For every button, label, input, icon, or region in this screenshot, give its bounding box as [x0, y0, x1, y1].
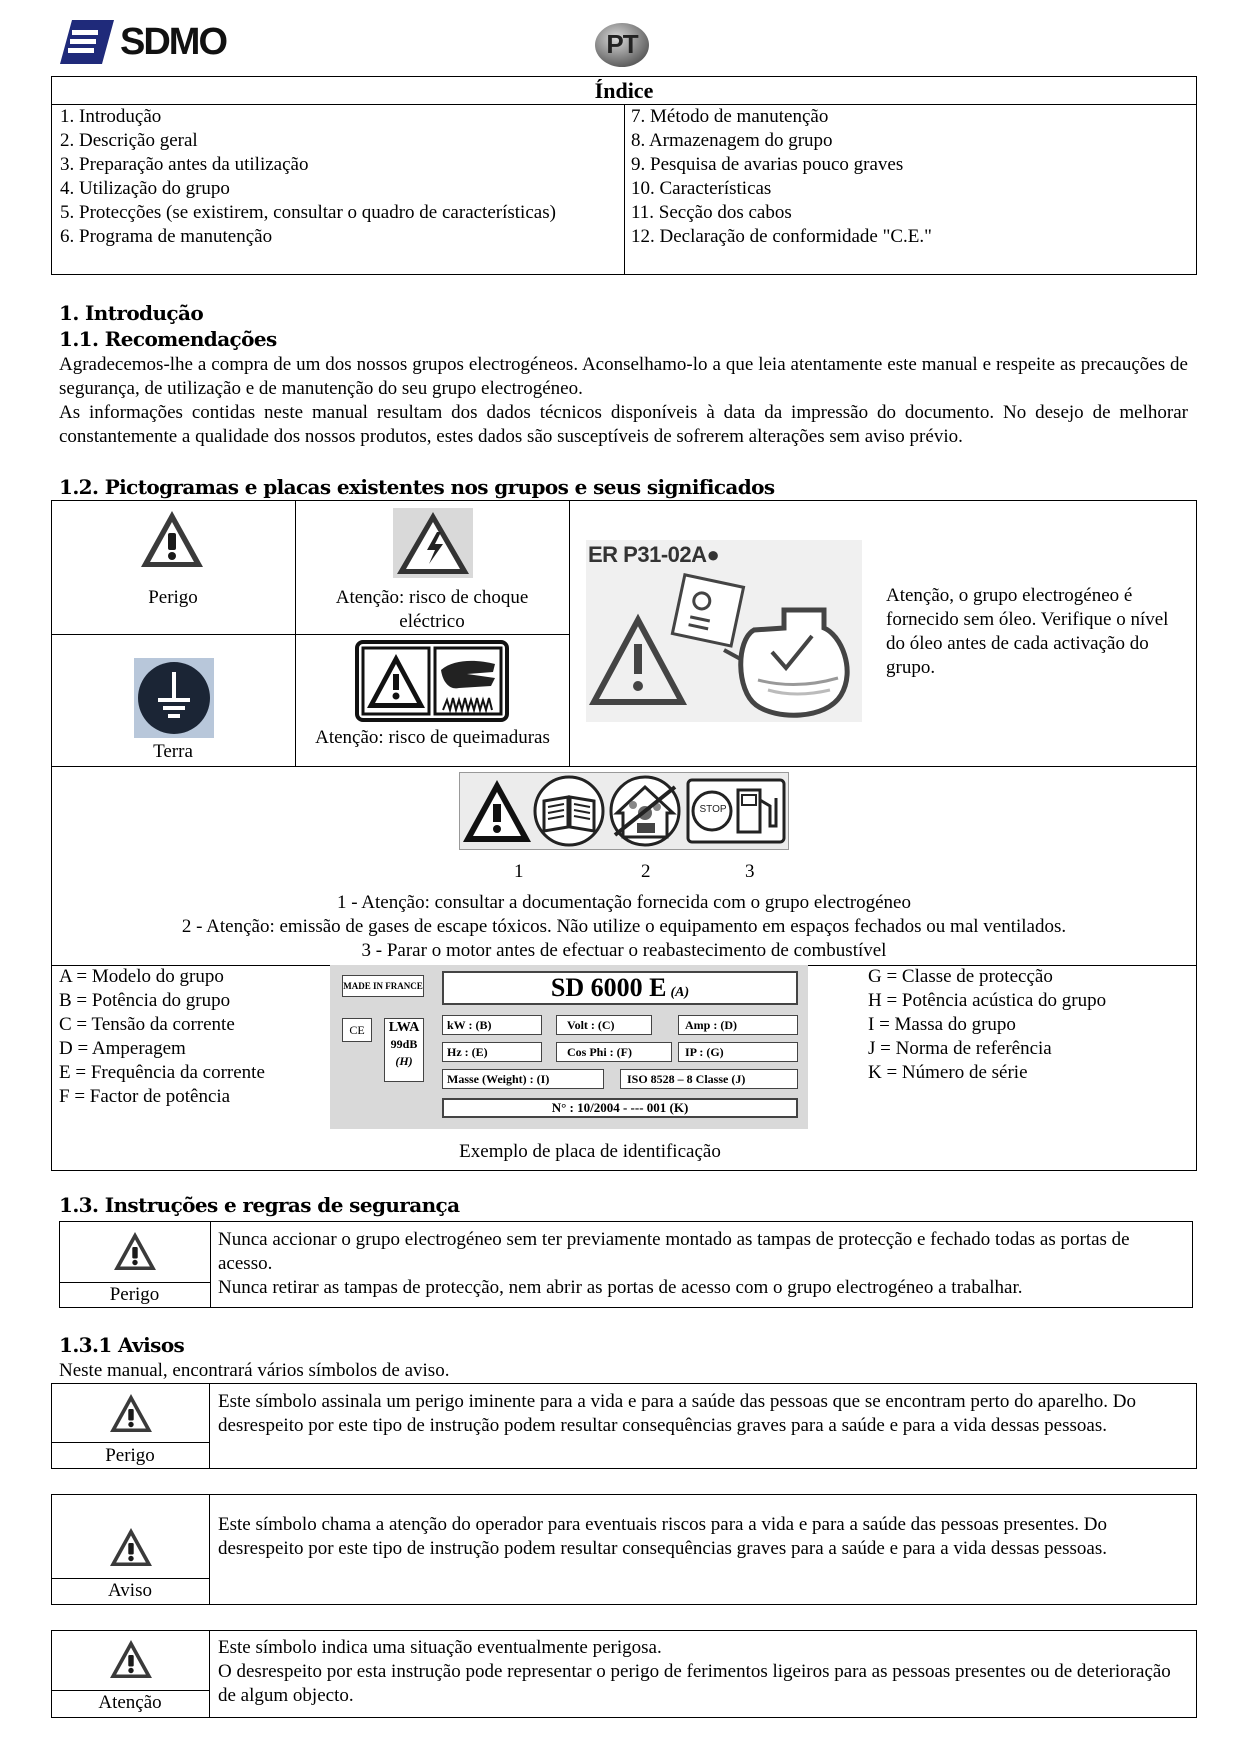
plate-cosphi: Cos Phi : (F) [556, 1042, 672, 1062]
plate-lwa: LWA [388, 1020, 420, 1035]
read-manual-icon [532, 775, 606, 847]
safety-text-1: Nunca accionar o grupo electrogéneo sem ter previamente montado as tampas de protecção e fechado todas as portas de acesso. [218, 1229, 1130, 1274]
warning-text-atencao-2: O desrespeito por esta instrução pode representar o perigo de ferimentos ligeiros para as pessoas presentes ou de deterioração de algum objecto. [218, 1661, 1171, 1706]
section-heading-pictogramas: 1.2. Pictogramas e placas existentes nos grupos e seus significados [59, 475, 775, 499]
language-badge-text: PT [606, 29, 638, 59]
warning-text-aviso: Este símbolo chama a atenção do operador para eventuais riscos para a vida e para a saúde das pessoas presentes. Do desrespeito por este tipo de instrução podem resultar consequências graves para a saúde e para a vida dessas pessoas. [218, 1514, 1107, 1559]
danger-warning-icon [112, 1230, 158, 1272]
index-item[interactable]: 7. Método de manutenção [631, 106, 829, 127]
index-item[interactable]: 6. Programa de manutenção [60, 226, 273, 247]
plate-made-in: MADE IN FRANCE [342, 975, 424, 997]
sdmo-logo [58, 18, 228, 66]
index-left-list [60, 105, 556, 249]
plate-model: SD 6000 E [550, 973, 667, 1002]
plate-legend-item: G = Classe de protecção [868, 966, 1053, 987]
plate-legend-item: B = Potência do grupo [59, 990, 231, 1011]
identification-plate [330, 965, 808, 1129]
plate-legend-right [868, 965, 1106, 1085]
caution-icon [108, 1638, 154, 1680]
plate-caption: Exemplo de placa de identificação [459, 1141, 721, 1162]
warning-triangle-icon [461, 776, 533, 846]
plate-masse: Masse (Weight) : (I) [442, 1069, 604, 1089]
warning-text-atencao-1: Este símbolo indica uma situação eventualmente perigosa. [218, 1637, 662, 1658]
index-item[interactable]: 5. Protecções (se existirem, consultar o quadro de características) [60, 202, 556, 223]
plate-legend-item: I = Massa do grupo [868, 1014, 1016, 1035]
index-item[interactable]: 1. Introdução [60, 106, 162, 127]
electric-shock-warning-icon [393, 508, 473, 578]
symbol-number-2: 2 [641, 861, 651, 882]
warning-text-perigo: Este símbolo assinala um perigo iminente para a vida e para a saúde das pessoas que se encontram perto do aparelho. Do desrespeito por este tipo de instrução podem resultar consequências graves para a saúde e para a vida dessas pessoas. [218, 1391, 1137, 1436]
plate-legend-item: J = Norma de referência [868, 1038, 1052, 1059]
index-item[interactable]: 11. Secção dos cabos [631, 202, 792, 223]
pictogram-label-queimaduras: Atenção: risco de queimaduras [315, 727, 550, 748]
oil-warning-panel [586, 540, 862, 722]
toxic-exhaust-indoor-icon [607, 775, 683, 847]
danger-warning-icon [138, 508, 206, 570]
symbol-number-3: 3 [745, 861, 755, 882]
safety-text-2: Nunca retirar as tampas de protecção, nem abrir as portas de acesso com o grupo electrogéneo a trabalhar. [218, 1277, 1023, 1298]
index-right-list [631, 105, 932, 249]
plate-lwa-ref: (H) [395, 1054, 413, 1068]
warning-label-perigo: Perigo [105, 1445, 155, 1466]
index-item[interactable]: 3. Preparação antes da utilização [60, 154, 309, 175]
index-item[interactable]: 8. Armazenagem do grupo [631, 130, 833, 151]
oil-label-code: ER P31-02A● [588, 542, 720, 567]
oil-warning-text: Atenção, o grupo electrogéneo é fornecido sem óleo. Verifique o nível do óleo antes de cada activação do grupo. [886, 585, 1169, 678]
pictogram-label-perigo: Perigo [148, 587, 198, 608]
symbol-legend-1: 1 - Atenção: consultar a documentação fornecida com o grupo electrogéneo [337, 892, 911, 913]
plate-model-box [442, 971, 798, 1005]
logo-text: SDMO [120, 21, 226, 63]
index-item[interactable]: 4. Utilização do grupo [60, 178, 230, 199]
pictogram-label-terra: Terra [153, 741, 193, 762]
plate-lwa-box [384, 1018, 424, 1082]
plate-legend-item: K = Número de série [868, 1062, 1028, 1083]
earth-ground-icon [134, 658, 214, 738]
symbol-legend-2: 2 - Atenção: emissão de gases de escape tóxicos. Não utilize o equipamento em espaços fechados ou mal ventilados. [181, 916, 1067, 937]
plate-model-ref: (A) [670, 985, 690, 1000]
index-item[interactable]: 12. Declaração de conformidade "C.E." [631, 226, 932, 247]
symbol-number-1: 1 [514, 861, 524, 882]
avisos-intro: Neste manual, encontrará vários símbolos de aviso. [59, 1360, 450, 1381]
safety-label: Perigo [109, 1284, 160, 1305]
plate-amp: Amp : (D) [678, 1015, 798, 1035]
pictogram-label-choque: Atenção: risco de choque eléctrico [335, 587, 529, 632]
language-badge [594, 22, 650, 68]
plate-iso: ISO 8528 – 8 Classe (J) [620, 1069, 798, 1089]
section-heading-introducao: 1. Introdução [59, 301, 204, 325]
plate-legend-item: H = Potência acústica do grupo [868, 990, 1107, 1011]
section-heading-seguranca: 1.3. Instruções e regras de segurança [59, 1193, 460, 1217]
plate-ip: IP : (G) [678, 1042, 798, 1062]
index-title: Índice [594, 78, 654, 103]
plate-ce-box: CE [342, 1018, 372, 1042]
index-item[interactable]: 10. Características [631, 178, 772, 199]
intro-paragraph-2: As informações contidas neste manual resultam dos dados técnicos disponíveis à data da impressão do documento. No desejo de melhorar constantemente a qualidade dos nossos produtos, estes dados são susceptíveis de sofrerem alterações sem aviso prévio. [59, 402, 1188, 447]
plate-legend-item: C = Tensão da corrente [59, 1014, 235, 1035]
danger-warning-icon [108, 1392, 154, 1434]
plate-kw: kW : (B) [442, 1015, 542, 1035]
warning-icon [108, 1526, 154, 1568]
plate-hz: Hz : (E) [442, 1042, 542, 1062]
oil-check-illustration-icon [586, 540, 862, 722]
plate-legend-left [59, 965, 265, 1109]
plate-legend-item: D = Amperagem [59, 1038, 186, 1059]
index-item[interactable]: 9. Pesquisa de avarias pouco graves [631, 154, 904, 175]
plate-legend-item: E = Frequência da corrente [59, 1062, 265, 1083]
section-heading-recomendacoes: 1.1. Recomendações [59, 327, 277, 351]
intro-paragraph-1: Agradecemos-lhe a compra de um dos nossos grupos electrogéneos. Aconselhamo-lo a que leia atentamente este manual e respeite as precauções de segurança, de utilização e de manutenção do seu grupo electrogéneo. [59, 354, 1188, 399]
burn-hazard-warning-icon [355, 640, 509, 722]
stop-sign-text: STOP [699, 804, 727, 815]
warning-label-aviso: Aviso [108, 1580, 152, 1601]
plate-legend-item: F = Factor de potência [59, 1086, 231, 1107]
plate-volt: Volt : (C) [556, 1015, 652, 1035]
index-item[interactable]: 2. Descrição geral [60, 130, 198, 151]
plate-legend-item: A = Modelo do grupo [59, 966, 224, 987]
section-heading-avisos: 1.3.1 Avisos [59, 1333, 185, 1357]
plate-serial: N° : 10/2004 - --- 001 (K) [442, 1098, 798, 1118]
plate-lwa-value: 99dB [390, 1037, 418, 1051]
symbol-legend-3: 3 - Parar o motor antes de efectuar o reabastecimento de combustível [361, 940, 887, 961]
warning-label-atencao: Atenção [98, 1692, 162, 1713]
